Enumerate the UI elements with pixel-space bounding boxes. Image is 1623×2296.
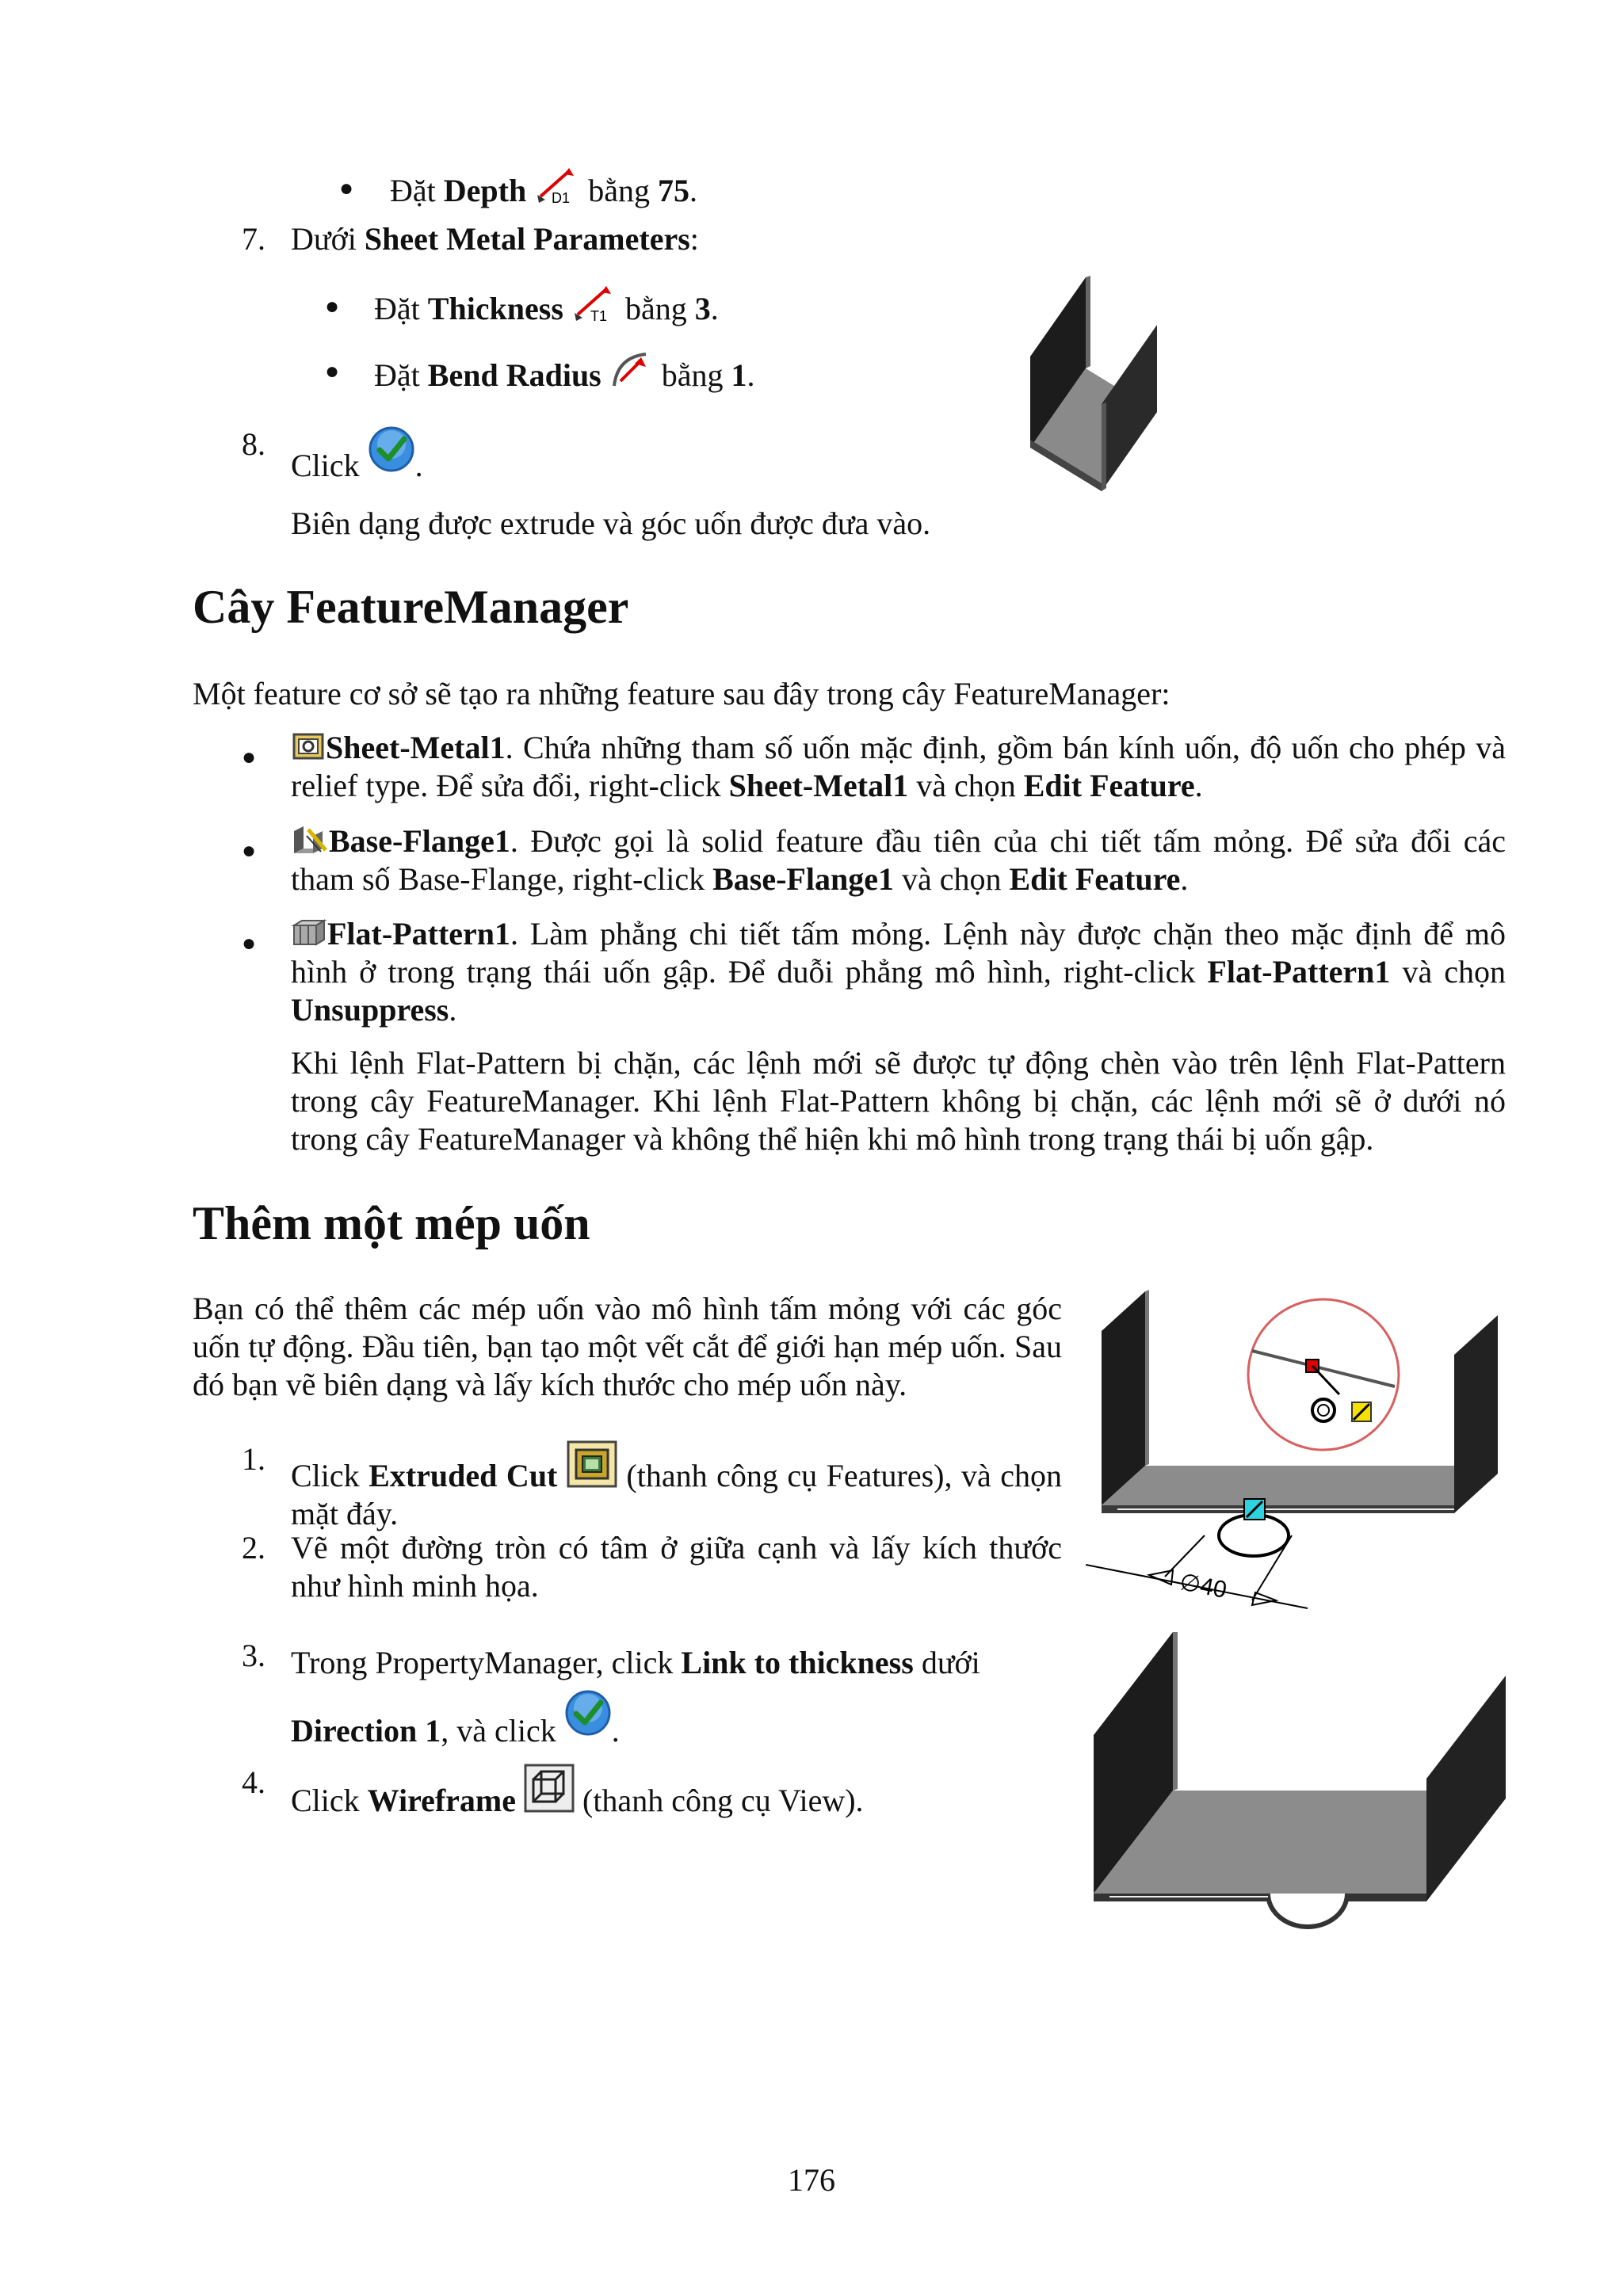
bullet: ●	[339, 175, 354, 201]
step-number: 4.	[242, 1764, 265, 1800]
bend-radius-icon	[609, 349, 654, 391]
extruded-cut-icon	[567, 1440, 617, 1488]
step-number: 7.	[242, 221, 265, 257]
svg-text:D1: D1	[552, 190, 571, 206]
step-wireframe: Click Wireframe (thanh công cụ View).	[291, 1764, 864, 1820]
step8-line: Click .	[291, 425, 423, 485]
bullet: ●	[325, 293, 340, 319]
step-draw-circle: Vẽ một đường tròn có tâm ở giữa cạnh và lấy kích thước như hình minh họa.	[291, 1530, 1062, 1604]
feature-item-flat-pattern: Flat-Pattern1. Làm phẳng chi tiết tấm mỏng. Lệnh này được chặn theo mặc định để mô hình ở trong trạng thái uốn gập. Để duỗi phẳng mô hình, right-click Flat-Pattern1 và chọn Unsuppress.	[291, 916, 1506, 1028]
flat-pattern-note: Khi lệnh Flat-Pattern bị chặn, các lệnh mới sẽ được tự động chèn vào trên lệnh Flat-Pattern trong cây FeatureManager. Khi lệnh Flat-Pattern không bị chặn, các lệnh mới sẽ ở dưới nó trong cây FeatureManager và không thể hiện khi mô hình trong trạng thái bị uốn gập.	[291, 1045, 1506, 1157]
feature-item-base-flange: Base-Flange1. Được gọi là solid feature đầu tiên của chi tiết tấm mỏng. Để sửa đổi các tham số Base-Flange, right-click Base-Flange1 và chọn Edit Feature.	[291, 823, 1506, 897]
thickness-icon	[571, 284, 617, 324]
ok-check-icon	[564, 1689, 612, 1737]
section-intro: Một feature cơ sở sẽ tạo ra những feature sau đây trong cây FeatureManager:	[193, 676, 1170, 711]
bullet: ●	[325, 358, 340, 384]
result-text: Biên dạng được extrude và góc uốn được đưa vào.	[291, 505, 931, 541]
flat-pattern-icon	[291, 917, 327, 949]
feature-item-sheet-metal: Sheet-Metal1. Chứa những tham số uốn mặc định, gồm bán kính uốn, độ uốn cho phép và relief type. Để sửa đổi, right-click Sheet-Metal1 và chọn Edit Feature.	[291, 730, 1506, 803]
step-number: 1.	[242, 1441, 265, 1477]
section-intro: Bạn có thể thêm các mép uốn vào mô hình tấm mỏng với các góc uốn tự động. Đầu tiên, bạn tạo một vết cắt để giới hạn mép uốn. Sau đó bạn vẽ biên dạng và lấy kích thước cho mép uốn này.	[193, 1291, 1062, 1402]
edge-flange-sketch-figure	[1086, 1283, 1514, 1641]
step7-line: Dưới Sheet Metal Parameters:	[291, 221, 699, 257]
edge-flange-cut-figure	[1086, 1632, 1514, 1958]
thickness-line: Đặt Thickness T1 bằng 3.	[374, 284, 719, 328]
bullet: ●	[242, 930, 257, 956]
bullet: ●	[242, 744, 257, 770]
sheet-metal-icon	[291, 731, 326, 763]
page-number: 176	[788, 2162, 835, 2198]
dimension-label: ∅40	[1177, 1569, 1229, 1604]
step-number: 3.	[242, 1638, 265, 1673]
depth-icon	[534, 166, 580, 206]
section-title: Cây FeatureManager	[193, 581, 629, 633]
step-number: 8.	[242, 426, 265, 462]
section-title: Thêm một mép uốn	[193, 1197, 590, 1249]
step-extruded-cut: Click Extruded Cut (thanh công cụ Features), và chọn mặt đáy.	[291, 1440, 1062, 1533]
ok-check-icon	[368, 425, 415, 473]
bullet: ●	[242, 837, 257, 864]
base-flange-figure	[1022, 269, 1228, 500]
step-link-thickness: Trong PropertyManager, click Link to thickness dưới Direction 1, và click .	[291, 1645, 980, 1749]
svg-text:T1: T1	[590, 308, 607, 324]
base-flange-icon	[291, 825, 329, 856]
bend-radius-line: Đặt Bend Radius bằng 1.	[374, 349, 755, 395]
wireframe-icon	[524, 1764, 575, 1813]
step-number: 2.	[242, 1530, 265, 1566]
depth-line: Đặt Depth D1 bằng 75.	[390, 166, 697, 210]
